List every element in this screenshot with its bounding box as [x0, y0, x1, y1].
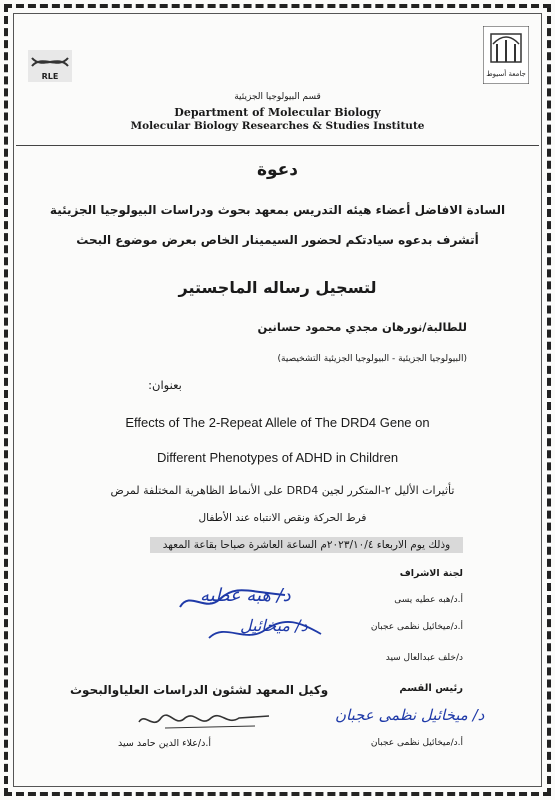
student-name: للطالبة/نورهان مجدي محمود حسانين [257, 320, 467, 334]
thesis-title-en-line1: Effects of The 2-Repeat Allele of The DRD4 Gene on [125, 415, 430, 430]
committee-member: أ.د/هبه عطيه يسى [394, 595, 463, 605]
thesis-title-ar-line2: فرط الحركة ونقص الانتباه عند الأطفال [198, 512, 367, 524]
date-line: وذلك يوم الاربعاء ٢٠٢٣/١٠/٤م الساعة العاشرة صباحا بقاعة المعهد [150, 537, 463, 553]
institute-logo [28, 50, 72, 82]
university-logo [483, 26, 529, 84]
header-divider [16, 145, 539, 146]
head-of-department-role: رئيس القسم [399, 683, 463, 694]
svg-text:RLE: RLE [41, 72, 59, 81]
titled-label: بعنوان: [148, 378, 182, 392]
student-department: (البيولوجيا الجزيئية - البيولوجيا الجزيئية التشخيصية) [277, 354, 467, 364]
committee-heading: لجنة الاشراف [399, 568, 463, 579]
thesis-title-en-line2: Different Phenotypes of ADHD in Children [156, 450, 399, 465]
request-line: أتشرف بدعوه سيادتكم لحضور السيمينار الخاص بعرض موضوع البحث [76, 233, 479, 247]
department-arabic: قسم البيولوجيا الجزيئية [234, 92, 321, 102]
addressee-line: السادة الافاضل أعضاء هيئه التدريس بمعهد بحوث ودراسات البيولوجيا الجزيئية [49, 203, 506, 217]
purpose-heading: لتسجيل رساله الماجستير [178, 278, 377, 297]
head-signature: د/ ميخائيل نظمى عجبان [335, 706, 485, 724]
vice-dean-signature [135, 704, 275, 734]
head-name: أ.د/ميخائيل نظمى عجبان [370, 738, 463, 748]
signature-member-2: د/ ميخائيل [240, 616, 308, 635]
committee-member: أ.د/ميخائيل نظمى عجبان [370, 622, 463, 632]
department-english: Department of Molecular Biology [174, 106, 381, 119]
signature-scribble-1 [175, 585, 295, 615]
svg-text:جامعة أسيوط: جامعة أسيوط [486, 70, 526, 78]
thesis-title-ar-line1: تأثيرات الأليل ٢-المتكرر لجين DRD4 على الأنماط الظاهرية المختلفة لمرض [110, 484, 455, 497]
vice-dean-name: أ.د/علاء الدين حامد سيد [118, 738, 212, 749]
signature-scribble-2 [205, 618, 325, 646]
committee-member: د/خلف عبدالعال سيد [385, 653, 463, 663]
invitation-title: دعوة [256, 160, 299, 180]
signature-member-1: د/ هبه عطيه [200, 585, 291, 606]
vice-dean-role: وكيل المعهد لشئون الدراسات العلياوالبحوث [70, 683, 329, 697]
institute-english: Molecular Biology Researches & Studies Institute [130, 120, 425, 132]
